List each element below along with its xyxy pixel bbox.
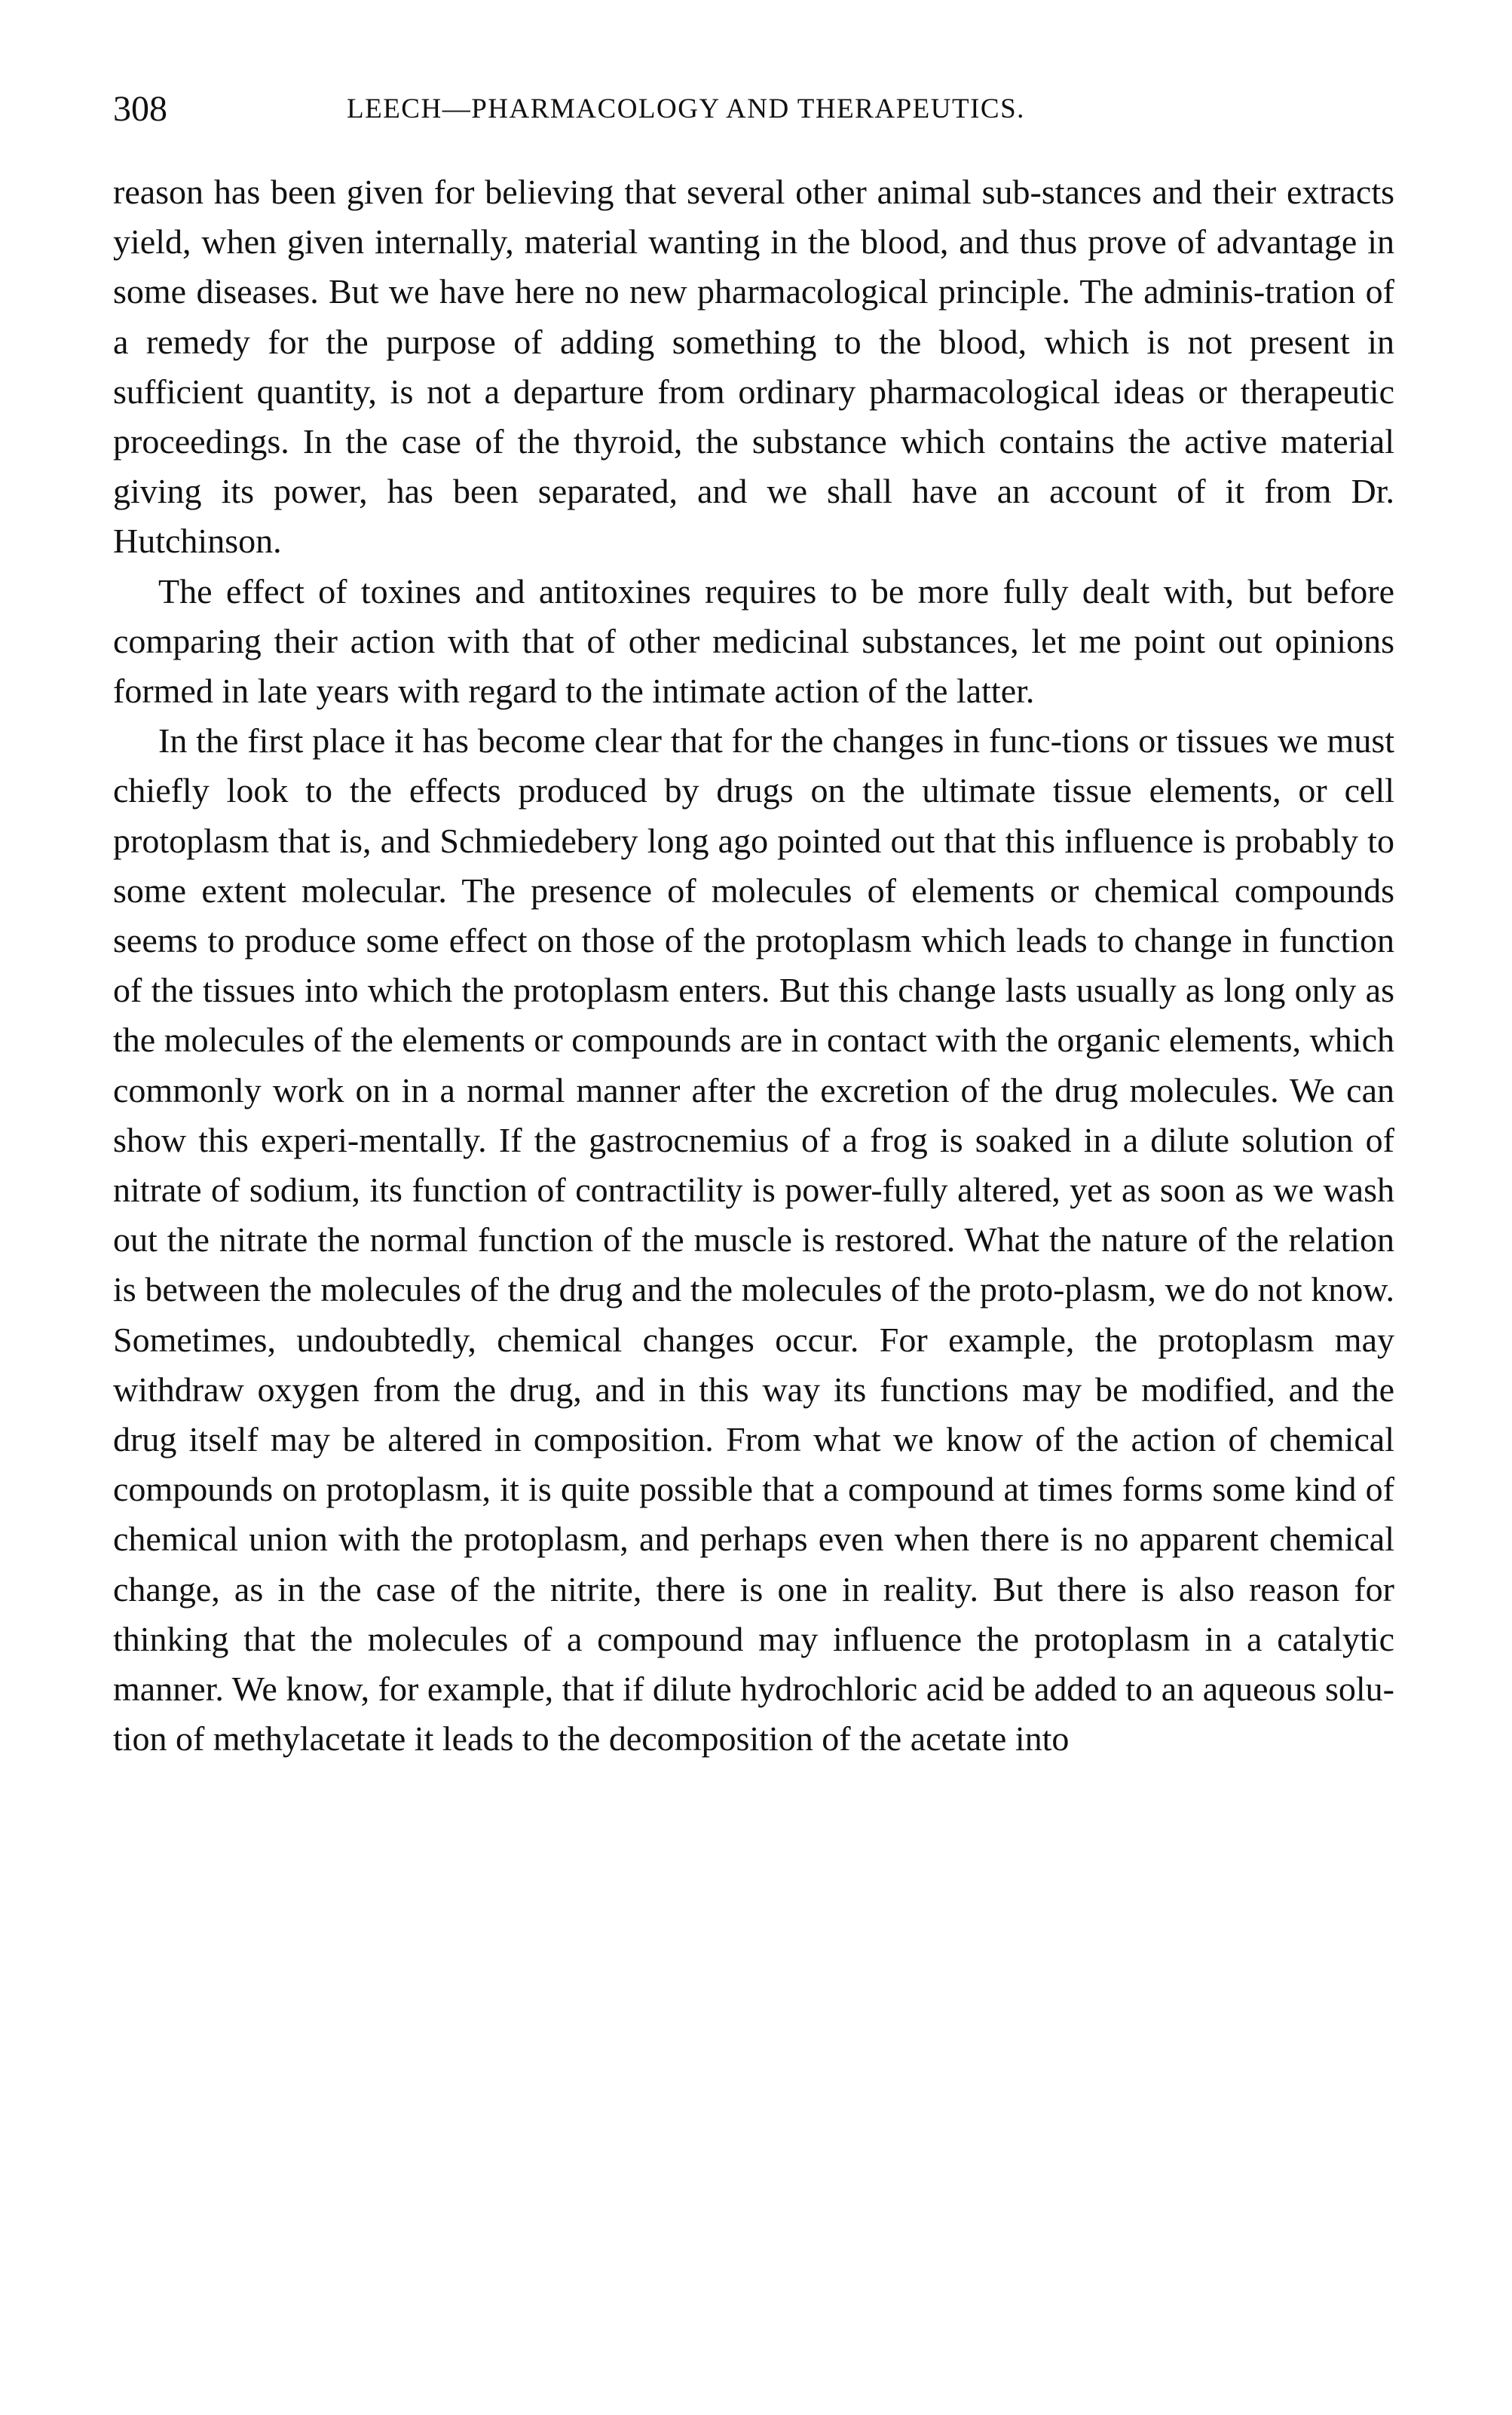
paragraph-3: In the first place it has become clear that for the changes in func-tions or tissues we must chiefly look to the effects produced by drugs on the ultimate tissue elements, or cell protoplasm that is, and Schmiedebery long ago pointed out that this influence is probably to some extent molecular. The presence of molecules of elements or chemical compounds seems to produce some effect on those of the protoplasm which leads to change in function of the tissues into which the protoplasm enters. But this change lasts usually as long only as the molecules of the elements or compounds are in contact with the organic elements, which commonly work on in a normal manner after the excretion of the drug molecules. We can show this experi-mentally. If the gastrocnemius of a frog is soaked in a dilute solution of nitrate of sodium, its function of contractility is power-fully altered, yet as soon as we wash out the nitrate the normal function of the muscle is restored. What the nature of the relation is between the molecules of the drug and the molecules of the proto-plasm, we do not know. Sometimes, undoubtedly, chemical changes occur. For example, the protoplasm may withdraw oxygen from the drug, and in this way its functions may be modified, and the drug itself may be altered in composition. From what we know of the action of chemical compounds on protoplasm, it is quite possible that a compound at times forms some kind of chemical union with the protoplasm, and perhaps even when there is no apparent chemical change, as in the case of the nitrite, there is one in reality. But there is also reason for thinking that the molecules of a compound may influence the protoplasm in a catalytic manner. We know, for example, that if dilute hydrochloric acid be added to an aqueous solu-tion of methylacetate it leads to the decomposition of the acetate into — [113, 721, 1394, 1758]
page-number: 308 — [113, 89, 167, 129]
running-header — [113, 83, 1394, 136]
running-title: LEECH—PHARMACOLOGY AND THERAPEUTICS. — [347, 93, 1025, 124]
paragraph-1: reason has been given for believing that several other animal sub-stances and their extracts yield, when given internally, material wanting in the blood, and thus prove of advantage in some diseases. But we have here no new pharmacological principle. The adminis-tration of a remedy for the purpose of adding something to the blood, which is not present in sufficient quantity, is not a departure from ordinary pharmacological ideas or therapeutic proceedings. In the case of the thyroid, the substance which contains the active material giving its power, has been separated, and we shall have an account of it from Dr. Hutchinson. — [113, 173, 1394, 561]
book-page — [113, 83, 1394, 2374]
paragraph-2: The effect of toxines and antitoxines requires to be more fully dealt with, but before comparing their action with that of other medicinal substances, let me point out opinions formed in late years with regard to the intimate action of the latter. — [113, 571, 1394, 711]
body-text — [113, 167, 1394, 1765]
